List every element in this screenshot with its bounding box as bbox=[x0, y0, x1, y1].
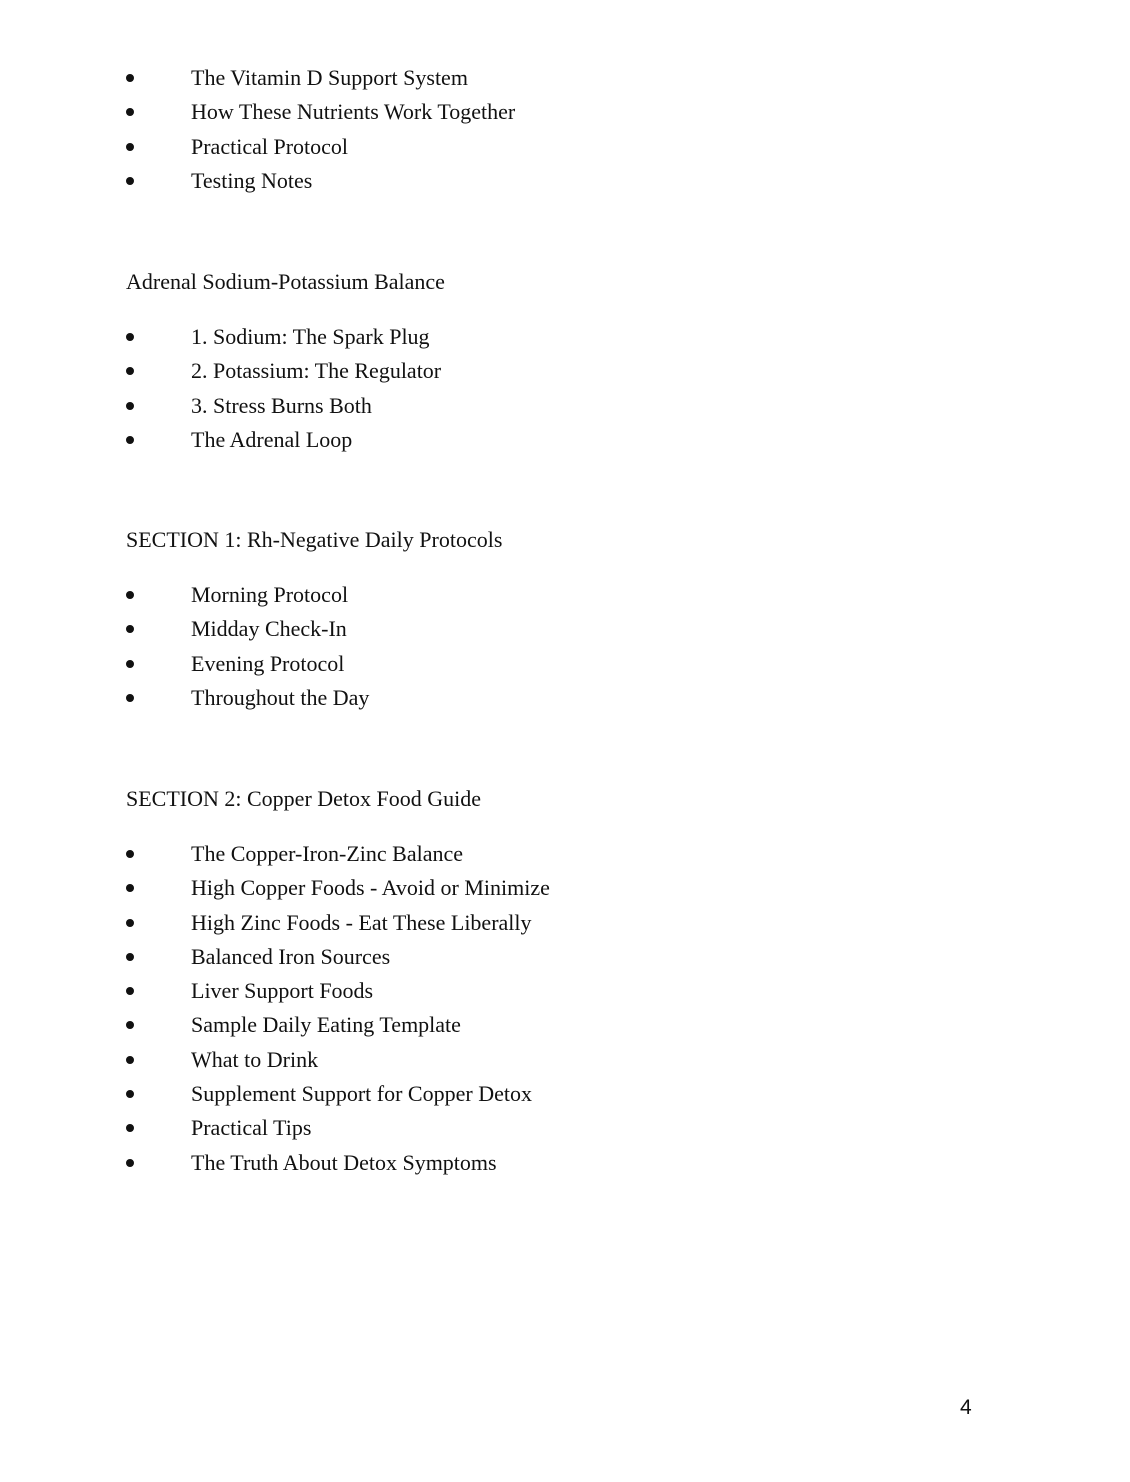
bullet-icon bbox=[126, 1159, 134, 1167]
list-item[interactable] bbox=[126, 1146, 497, 1180]
list-item-label: High Zinc Foods - Eat These Liberally bbox=[191, 909, 532, 935]
list-item-label: Liver Support Foods bbox=[191, 978, 374, 1004]
bullet-icon bbox=[126, 953, 134, 961]
list-item[interactable] bbox=[126, 1043, 481, 1077]
list-item[interactable] bbox=[126, 974, 481, 1008]
list-item-label: Balanced Iron Sources bbox=[191, 943, 391, 969]
bullet-icon bbox=[126, 143, 134, 151]
toc-list bbox=[126, 320, 445, 457]
list-item-label: Midday Check-In bbox=[191, 616, 347, 642]
section-heading[interactable]: Adrenal Sodium-Potassium Balance bbox=[126, 269, 445, 294]
list-item-label: What to Drink bbox=[191, 1046, 319, 1072]
bullet-icon bbox=[126, 591, 134, 599]
list-item[interactable] bbox=[126, 681, 502, 715]
list-item[interactable] bbox=[126, 647, 502, 681]
list-item-label: Evening Protocol bbox=[191, 650, 345, 676]
list-item-label: 3. Stress Burns Both bbox=[191, 392, 372, 418]
list-item[interactable] bbox=[126, 1008, 481, 1042]
section-heading[interactable]: SECTION 1: Rh-Negative Daily Protocols bbox=[126, 527, 503, 552]
list-item[interactable] bbox=[126, 940, 481, 974]
bullet-icon bbox=[126, 625, 134, 633]
page-number: 4 bbox=[960, 1396, 972, 1419]
list-item-label: The Adrenal Loop bbox=[191, 426, 353, 452]
list-item-label: The Vitamin D Support System bbox=[191, 65, 468, 90]
bullet-icon bbox=[126, 694, 134, 702]
bullet-icon bbox=[126, 177, 134, 185]
list-item-label: Practical Protocol bbox=[191, 133, 349, 159]
toc-list bbox=[126, 837, 550, 1180]
list-item[interactable] bbox=[126, 1077, 532, 1111]
bullet-icon bbox=[126, 108, 134, 116]
list-item[interactable] bbox=[126, 1111, 481, 1145]
list-item-label: Supplement Support for Copper Detox bbox=[191, 1081, 532, 1107]
toc-list bbox=[126, 578, 502, 715]
bullet-icon bbox=[126, 402, 134, 410]
bullet-icon bbox=[126, 919, 134, 927]
bullet-icon bbox=[126, 1124, 134, 1132]
bullet-icon bbox=[126, 436, 134, 444]
bullet-icon bbox=[126, 987, 134, 995]
list-item-label: Throughout the Day bbox=[191, 684, 370, 710]
list-item[interactable] bbox=[126, 612, 502, 646]
bullet-icon bbox=[126, 74, 134, 82]
list-item[interactable] bbox=[126, 906, 532, 940]
list-item-label: 2. Potassium: The Regulator bbox=[191, 358, 442, 384]
bullet-icon bbox=[126, 367, 134, 375]
list-item-label: The Truth About Detox Symptoms bbox=[191, 1149, 497, 1175]
bullet-icon bbox=[126, 333, 134, 341]
list-item[interactable] bbox=[126, 389, 445, 423]
list-item-label: High Copper Foods - Avoid or Minimize bbox=[191, 875, 550, 901]
list-item[interactable] bbox=[126, 578, 502, 612]
toc-group-section-2 bbox=[126, 782, 550, 1180]
list-item-label: Practical Tips bbox=[191, 1115, 312, 1141]
list-item[interactable] bbox=[126, 871, 550, 905]
bullet-icon bbox=[126, 884, 134, 892]
list-item-label: Testing Notes bbox=[191, 167, 313, 193]
bullet-icon bbox=[126, 850, 134, 858]
list-item-label: Sample Daily Eating Template bbox=[191, 1012, 461, 1038]
bullet-icon bbox=[126, 660, 134, 668]
list-item[interactable] bbox=[126, 320, 445, 354]
list-item-label: The Copper-Iron-Zinc Balance bbox=[191, 841, 463, 866]
list-item[interactable] bbox=[126, 354, 445, 388]
list-item[interactable] bbox=[126, 423, 445, 457]
list-item[interactable] bbox=[126, 837, 481, 871]
section-heading[interactable]: SECTION 2: Copper Detox Food Guide bbox=[126, 786, 482, 811]
toc-group-section-1 bbox=[126, 523, 502, 715]
list-item-label: Morning Protocol bbox=[191, 582, 349, 607]
bullet-icon bbox=[126, 1021, 134, 1029]
bullet-icon bbox=[126, 1056, 134, 1064]
bullet-icon bbox=[126, 1090, 134, 1098]
list-item-label: How These Nutrients Work Together bbox=[191, 99, 516, 125]
toc-group-adrenal bbox=[126, 265, 445, 457]
list-item-label: 1. Sodium: The Spark Plug bbox=[191, 324, 430, 349]
